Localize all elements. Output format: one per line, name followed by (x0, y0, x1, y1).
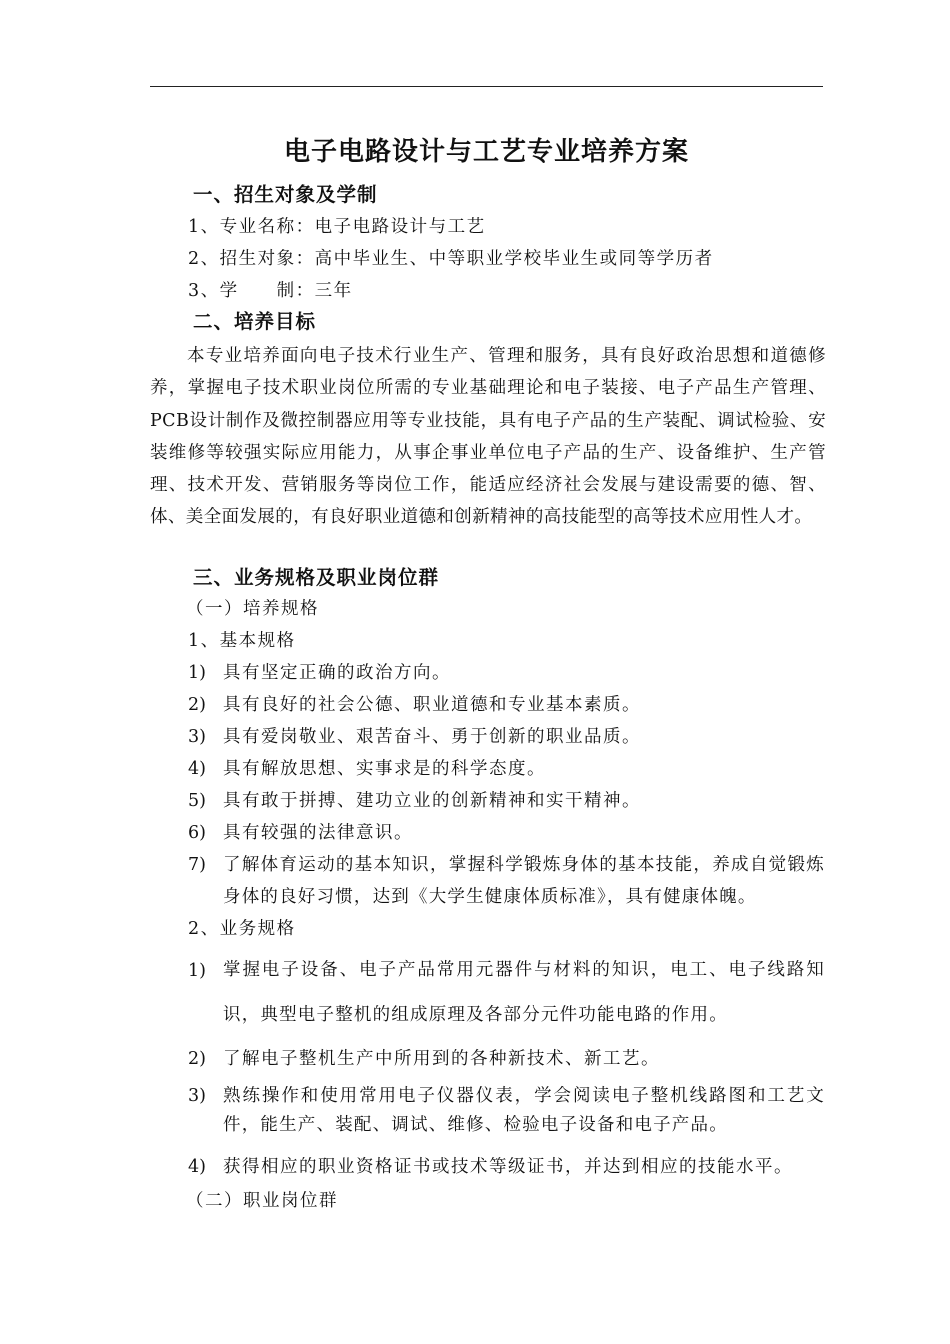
list-item-number: 4) (188, 759, 206, 779)
list-item-number: 2) (188, 1049, 206, 1069)
subsection-training-spec: （一）培养规格 (186, 599, 319, 619)
business-spec-heading: 2、业务规格 (188, 919, 296, 939)
list-item: 获得相应的职业资格证书或技术等级证书，并达到相应的技能水平。 (223, 1157, 793, 1177)
duration-line: 3、学 制：三年 (188, 281, 353, 301)
list-item: 具有良好的社会公德、职业道德和专业基本素质。 (223, 695, 641, 715)
document-title: 电子电路设计与工艺专业培养方案 (283, 137, 689, 167)
training-goal-paragraph: 本专业培养面向电子技术行业生产、管理和服务，具有良好政治思想和道德修养，掌握电子技术职业岗位所需的专业基础理论和电子装接、电子产品生产管理、PCB设计制作及微控制器应用等专业技能，具有电子产品的生产装配、调试检验、安装维修等较强实际应用能力，从事企事业单位电子产品的生产、设备维护、生产管理、技术开发、营销服务等岗位工作，能适应经济社会发展与建设需要的德、智、体、美全面发展的，有良好职业道德和创新精神的高技能型的高等技术应用性人才。 (150, 346, 826, 528)
list-item: 熟练操作和使用常用电子仪器仪表，学会阅读电子整机线路图和工艺文件，能生产、装配、调试、维修、检验电子设备和电子产品。 (223, 1086, 825, 1135)
list-item: 具有敢于拼搏、建功立业的创新精神和实干精神。 (223, 791, 641, 811)
list-item-number: 1) (188, 663, 206, 683)
list-item: 掌握电子设备、电子产品常用元器件与材料的知识，电工、电子线路知识，典型电子整机的组成原理及各部分元件功能电路的作用。 (223, 960, 825, 1025)
list-item: 了解电子整机生产中所用到的各种新技术、新工艺。 (223, 1049, 660, 1069)
list-item-number: 4) (188, 1157, 206, 1177)
list-item-number: 5) (188, 791, 206, 811)
basic-spec-heading: 1、基本规格 (188, 631, 296, 651)
list-item: 具有坚定正确的政治方向。 (223, 663, 451, 683)
list-item: 具有较强的法律意识。 (223, 823, 413, 843)
header-rule (150, 86, 823, 87)
list-item-number: 3) (188, 1086, 206, 1106)
list-item-number: 1) (188, 961, 206, 981)
section2-heading: 二、培养目标 (193, 310, 317, 333)
list-item-number: 7) (188, 855, 206, 875)
list-item-number: 6) (188, 823, 206, 843)
list-item: 具有解放思想、实事求是的科学态度。 (223, 759, 546, 779)
list-item: 了解体育运动的基本知识，掌握科学锻炼身体的基本技能，养成自觉锻炼身体的良好习惯，达到《大学生健康体质标准》，具有健康体魄。 (223, 855, 825, 907)
list-item-number: 2) (188, 695, 206, 715)
major-name-line: 1、专业名称：电子电路设计与工艺 (188, 217, 486, 237)
subsection-job-group: （二）职业岗位群 (186, 1191, 338, 1211)
list-item: 具有爱岗敬业、艰苦奋斗、勇于创新的职业品质。 (223, 727, 641, 747)
enrollment-target-line: 2、招生对象：高中毕业生、中等职业学校毕业生或同等学历者 (188, 249, 714, 269)
section3-heading: 三、业务规格及职业岗位群 (193, 566, 440, 589)
section1-heading: 一、招生对象及学制 (193, 183, 378, 206)
list-item-number: 3) (188, 727, 206, 747)
